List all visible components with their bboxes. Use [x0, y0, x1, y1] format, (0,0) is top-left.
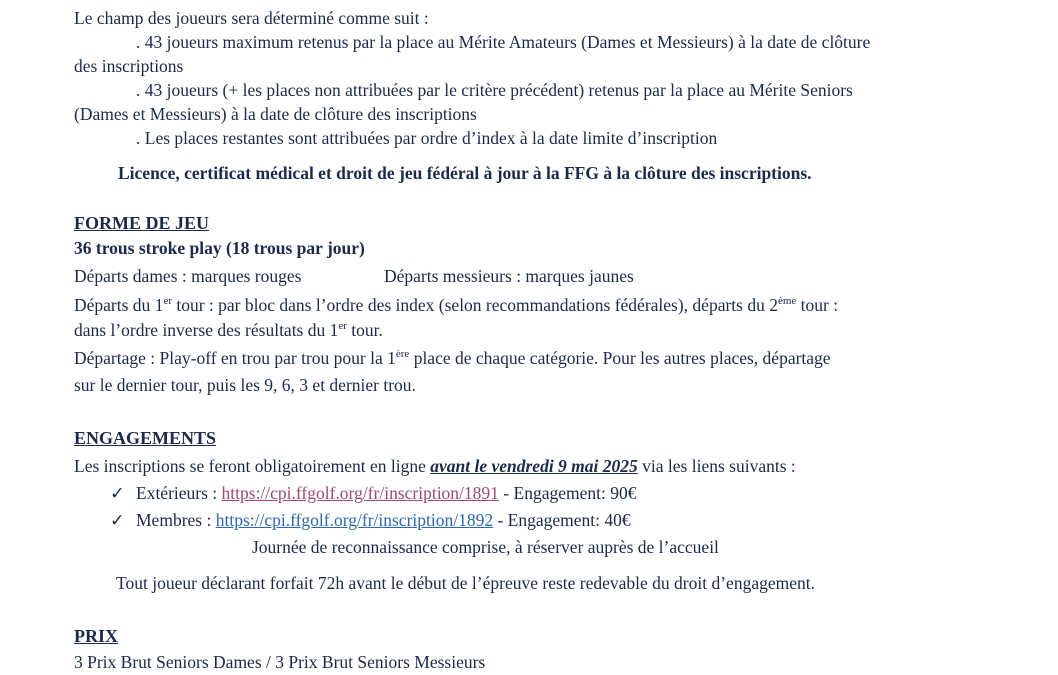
section-heading-engagements: ENGAGEMENTS — [74, 428, 217, 448]
link-inscription-membres[interactable]: https://cpi.ffgolf.org/fr/inscription/1892 — [215, 510, 494, 530]
start-order-line: Départs du 1er tour : par bloc dans l’ordre des index (selon recommandations fédérales), départs du 2ème tour : — [74, 295, 839, 315]
checkmark-icon: ✓ — [110, 510, 125, 530]
start-order-line-cont: dans l’ordre inverse des résultats du 1er tour. — [74, 320, 383, 340]
field-intro: Le champ des joueurs sera déterminé comme suit : — [74, 8, 429, 28]
field-item-2: . 43 joueurs (+ les places non attribuées par le critère précédent) retenus par la place au Mérite Seniors — [136, 80, 853, 100]
field-item-2-cont: (Dames et Messieurs) à la date de clôture des inscriptions — [74, 104, 477, 124]
field-item-1: . 43 joueurs maximum retenus par la place au Mérite Amateurs (Dames et Messieurs) à la date de clôture — [136, 32, 871, 52]
field-item-3: . Les places restantes sont attribuées par ordre d’index à la date limite d’inscription — [136, 128, 718, 148]
tees-men: Départs messieurs : marques jaunes — [384, 266, 634, 286]
tees-ladies: Départs dames : marques rouges — [74, 266, 302, 286]
list-item-exterieurs: ✓ Extérieurs : https://cpi.ffgolf.org/fr/inscription/1891 - Engagement: 90€ — [110, 483, 637, 503]
checkmark-icon: ✓ — [110, 483, 125, 503]
reconnaissance-note: Journée de reconnaissance comprise, à réserver auprès de l’accueil — [252, 537, 719, 557]
licence-notice: Licence, certificat médical et droit de jeu fédéral à jour à la FFG à la clôture des inscriptions. — [118, 163, 812, 183]
tiebreak-line-cont: sur le dernier tour, puis les 9, 6, 3 et dernier trou. — [74, 375, 416, 395]
forfait-note: Tout joueur déclarant forfait 72h avant le début de l’épreuve reste redevable du droit d’engagement. — [116, 573, 815, 593]
registration-intro: Les inscriptions se feront obligatoirement en ligne avant le vendredi 9 mai 2025 via les liens suivants : — [74, 456, 796, 476]
registration-deadline: avant le vendredi 9 mai 2025 — [430, 456, 638, 476]
section-heading-prix: PRIX — [74, 626, 118, 646]
format-subheading: 36 trous stroke play (18 trous par jour) — [74, 238, 365, 258]
link-inscription-exterieurs[interactable]: https://cpi.ffgolf.org/fr/inscription/1891 — [221, 483, 499, 503]
tiebreak-line: Départage : Play-off en trou par trou pour la 1ère place de chaque catégorie. Pour les autres places, départage — [74, 348, 831, 368]
field-item-1-cont: des inscriptions — [74, 56, 184, 76]
prizes-line: 3 Prix Brut Seniors Dames / 3 Prix Brut Seniors Messieurs — [74, 652, 486, 672]
list-item-membres: ✓ Membres : https://cpi.ffgolf.org/fr/inscription/1892 - Engagement: 40€ — [110, 510, 631, 530]
section-heading-forme-de-jeu: FORME DE JEU — [74, 213, 209, 233]
